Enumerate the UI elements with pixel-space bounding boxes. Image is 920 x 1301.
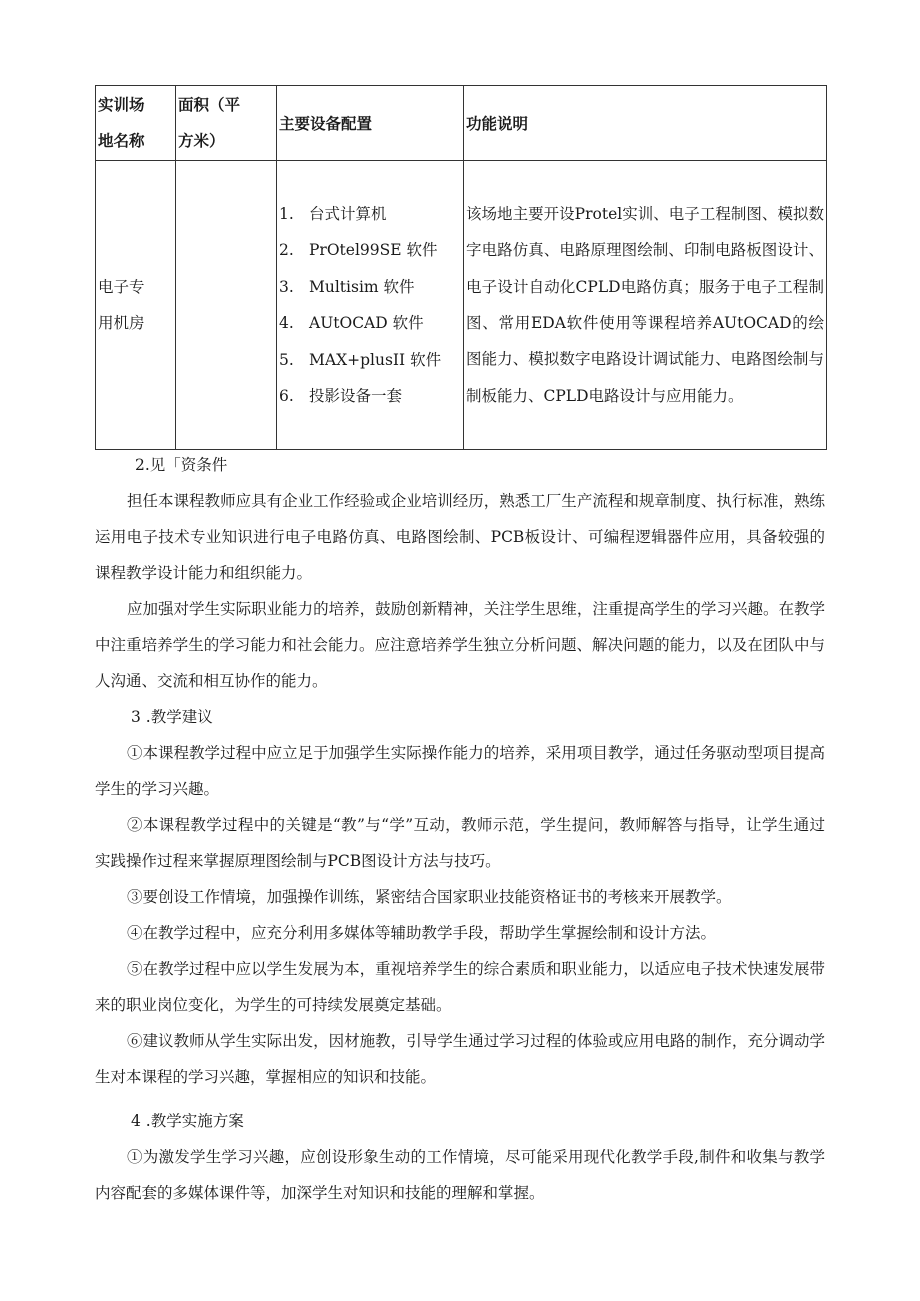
section3-item-6: ⑥建议教师从学生实际出发，因材施教，引导学生通过学习过程的体验或应用电路的制作，充分调动学生对本课程的学习兴趣，掌握相应的知识和技能。: [95, 1032, 825, 1086]
list-item: 6. 投影设备一套: [279, 387, 403, 405]
section2-paragraph-2: 应加强对学生实际职业能力的培养，鼓励创新精神，关注学生思维，注重提高学生的学习兴趣。在教学中注重培养学生的学习能力和社会能力。应注意培养学生独立分析问题、解决问题的能力，以及在团队中与人沟通、交流和相互协作的能力。: [95, 600, 825, 690]
cell-venue-name: 电子专 用机房: [96, 161, 176, 450]
equipment-list: [279, 196, 461, 415]
list-item: 2. PrOtel99SE 软件: [279, 241, 438, 259]
cell-area: [176, 161, 277, 450]
header-area: 面积（平 方米）: [176, 86, 277, 161]
cell-function: 该场地主要开设Protel实训、电子工程制图、模拟数字电路仿真、电路原理图绘制、印制电路板图设计、电子设计自动化CPLD电路仿真；服务于电子工程制图、常用EDA软件使用等课程培养AUtOCAD的绘图能力、模拟数字电路设计调试能力、电路图绘制与制板能力、CPLD电路设计与应用能力。: [464, 161, 827, 450]
header-equipment: 主要设备配置: [277, 86, 464, 161]
section2-heading: 2.见「资条件: [135, 456, 228, 474]
list-item: 5. MAX+plusII 软件: [279, 350, 442, 369]
header-function: 功能说明: [464, 86, 827, 161]
section3-item-5: ⑤在教学过程中应以学生发展为本，重视培养学生的综合素质和职业能力，以适应电子技术快速发展带来的职业岗位变化，为学生的可持续发展奠定基础。: [95, 960, 825, 1014]
section3-item-4: ④在教学过程中，应充分利用多媒体等辅助教学手段，帮助学生掌握绘制和设计方法。: [127, 924, 717, 942]
table-header-row: [96, 86, 827, 161]
section4-heading: 4 .教学实施方案: [131, 1112, 244, 1130]
list-item: 1. 台式计算机: [279, 204, 387, 223]
header-venue-name: 实训场 地名称: [96, 86, 176, 161]
cell-equipment: [277, 161, 464, 450]
training-venue-table: [95, 85, 827, 450]
section3-item-3: ③要创设工作情境，加强操作训练，紧密结合国家职业技能资格证书的考核来开展教学。: [127, 888, 732, 906]
section3-heading: 3 .教学建议: [131, 708, 213, 726]
table-row: [96, 161, 827, 450]
section4-item-1: ①为激发学生学习兴趣，应创设形象生动的工作情境，尽可能采用现代化教学手段,制件和收集与教学内容配套的多媒体课件等，加深学生对知识和技能的理解和掌握。: [95, 1148, 825, 1202]
section3-item-1: ①本课程教学过程中应立足于加强学生实际操作能力的培养，采用项目教学，通过任务驱动型项目提高学生的学习兴趣。: [95, 744, 825, 798]
list-item: 4. AUtOCAD 软件: [279, 314, 424, 332]
section2-paragraph-1: 担任本课程教师应具有企业工作经验或企业培训经历，熟悉工厂生产流程和规章制度、执行标准，熟练运用电子技术专业知识进行电子电路仿真、电路图绘制、PCB板设计、可编程逻辑器件应用，具备较强的课程教学设计能力和组织能力。: [95, 492, 825, 582]
section3-item-2: ②本课程教学过程中的关键是“教”与“学”互动，教师示范，学生提问，教师解答与指导，让学生通过实践操作过程来掌握原理图绘制与PCB图设计方法与技巧。: [95, 816, 825, 870]
list-item: 3. Multisim 软件: [279, 277, 415, 296]
